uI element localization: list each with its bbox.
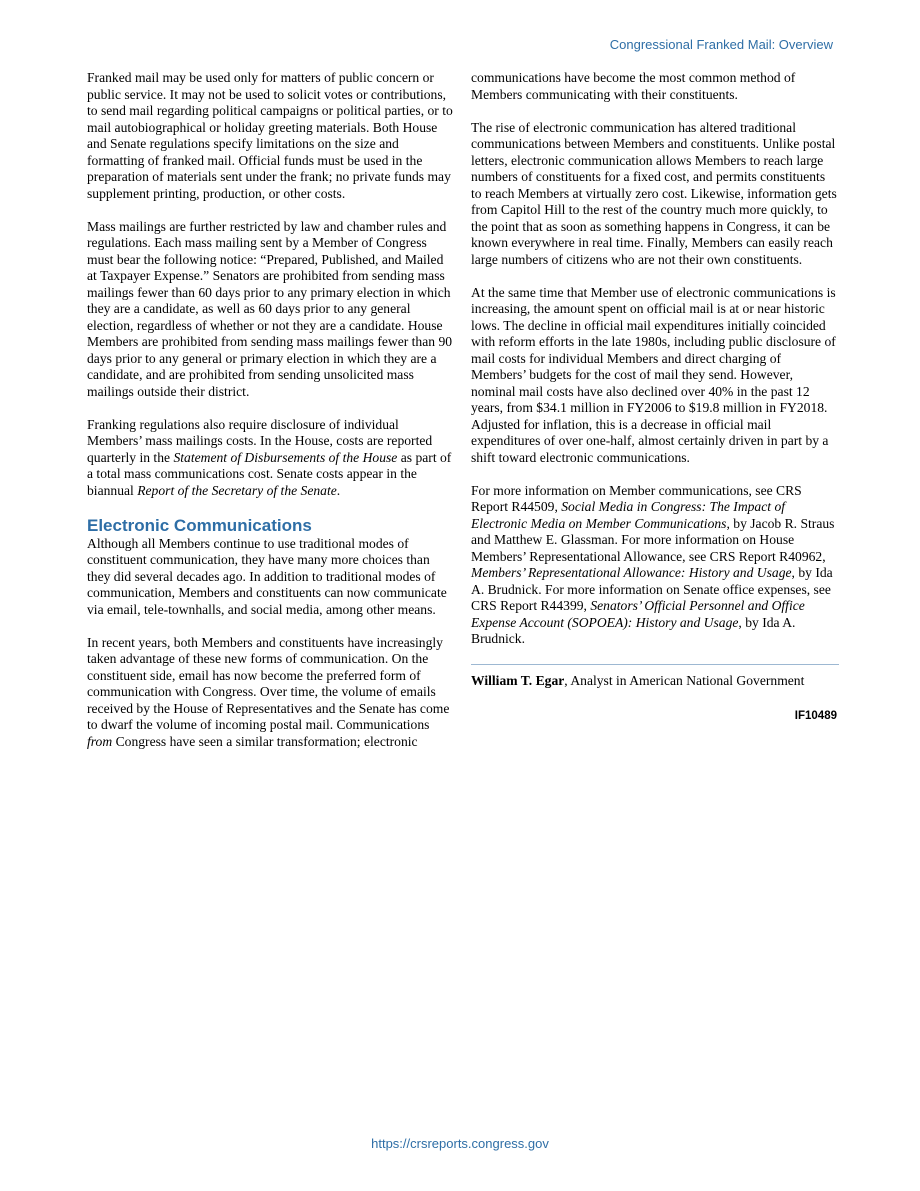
author-divider [471, 664, 839, 665]
text-run: , by Jacob R. Straus and Matthew E. Glassman. For more information on House Members’ Representational Allowance, see CRS Report R40962, [471, 515, 835, 564]
paragraph-continuation: communications have become the most common method of Members communicating with their constituents. [471, 70, 796, 102]
left-column [87, 70, 453, 767]
footer-url[interactable]: https://crsreports.congress.gov [371, 1136, 549, 1151]
paragraph-recent-years [87, 635, 453, 751]
product-code: IF10489 [794, 709, 837, 722]
paragraph-traditional-modes: Although all Members continue to use traditional modes of constituent communication, they have many more choices than they did several decades ago. In addition to traditional modes of communication, Members and constituents can now communicate via email, tele-townhalls, and social media, among other means. [87, 535, 447, 617]
emphasis-from: from [87, 733, 113, 749]
author-name: William T. Egar [471, 673, 565, 688]
text-run: , by Ida A. Brudnick. For more information on Senate office expenses, see CRS Report R44399, [471, 565, 833, 613]
paragraph-franked-mail-uses: Franked mail may be used only for matters of public concern or public service. It may not be used to solicit votes or contributions, to send mail regarding political campaigns or political parties, or to mail autobiographical or holiday greeting materials. Both House and Senate regulations specify limitations on the size and formatting of franked mail. Official funds must be used in the preparation of materials sent under the frank; no private funds may supplement printing, production, or other costs. [87, 70, 453, 201]
report-title-sopoea: Senators’ Official Personnel and Office Expense Account (SOPOEA): History and Usage [471, 598, 805, 630]
text-run: For more information on Member communications, see CRS Report R44509, [471, 482, 802, 514]
right-column [471, 70, 837, 724]
author-credit [471, 673, 837, 690]
paragraph-franking-disclosure [87, 417, 453, 500]
author-title: , Analyst in American National Government [564, 673, 805, 688]
report-title-mra: Members’ Representational Allowance: History and Usage [471, 565, 792, 580]
text-run: In recent years, both Members and constituents have increasingly taken advantage of these new forms of communication. On the constituent side, email has now become the preferred form of communication with Congress. Over time, the volume of emails received by the House of Representatives and the Senate has come to dwarf the volume of incoming postal mail. Communications [87, 634, 450, 732]
text-run: as part of a total mass communications cost. Senate costs appear in the biannual [87, 449, 452, 498]
running-header-title: Congressional Franked Mail: Overview [609, 37, 833, 52]
paragraph-official-mail-costs: At the same time that Member use of electronic communications is increasing, the amount spent on official mail is at or near historic lows. The decline in official mail expenditures initially coincided with reform efforts in the late 1980s, including public disclosure of mail costs for individual Members and direct charging of Members’ budgets for the cost of mail they send. However, nominal mail costs have also declined over 40% in the past 12 years, from $34.1 million in FY2006 to $19.8 million in FY2018. Adjusted for inflation, this is a decrease in official mail expenditures of over one-half, almost certainly driven in part by a shift toward electronic communications. [471, 284, 836, 465]
text-run: Franking regulations also require disclosure of individual Members’ mass mailings costs. In the House, costs are reported quarterly in the [87, 416, 433, 465]
text-run: Congress have seen a similar transformation; electronic [112, 733, 418, 749]
text-run: , by Ida A. Brudnick. [471, 614, 796, 646]
paragraph-rise-of-electronic: The rise of electronic communication has altered traditional communications between Members and constituents. Unlike postal letters, electronic communication allows Members to reach large numbers of constituents for a fixed cost, and permits constituents to reach Members at virtually zero cost. Likewise, information gets from Capitol Hill to the rest of the country much more quickly, to the point that as soon as something happens in Congress, it can be known everywhere in real time. Finally, Members can easily reach large numbers of citizens who are not their own constituents. [471, 119, 837, 267]
publication-title-house-statement: Statement of Disbursements of the House [173, 449, 398, 465]
publication-title-senate-report: Report of the Secretary of the Senate [137, 482, 337, 498]
report-title-social-media: Social Media in Congress: The Impact of Electronic Media on Member Communications [471, 499, 786, 531]
paragraph-more-information [471, 483, 837, 648]
section-heading-electronic-communications: Electronic Communications [87, 515, 312, 535]
paragraph-mass-mailings: Mass mailings are further restricted by law and chamber rules and regulations. Each mass mailing sent by a Member of Congress must bear the following notice: “Prepared, Published, and Mailed at Taxpayer Expense.” Senators are prohibited from sending mass mailings fewer than 60 days prior to any primary election in which they are a candidate, as well as 60 days prior to any general election, regardless of whether or not they are a candidate. House Members are prohibited from sending mass mailings fewer than 90 days prior to any general or primary election in which they are a candidate, and are prohibited from sending unsolicited mass mailings outside their district. [87, 218, 453, 399]
text-run: . [336, 482, 341, 498]
